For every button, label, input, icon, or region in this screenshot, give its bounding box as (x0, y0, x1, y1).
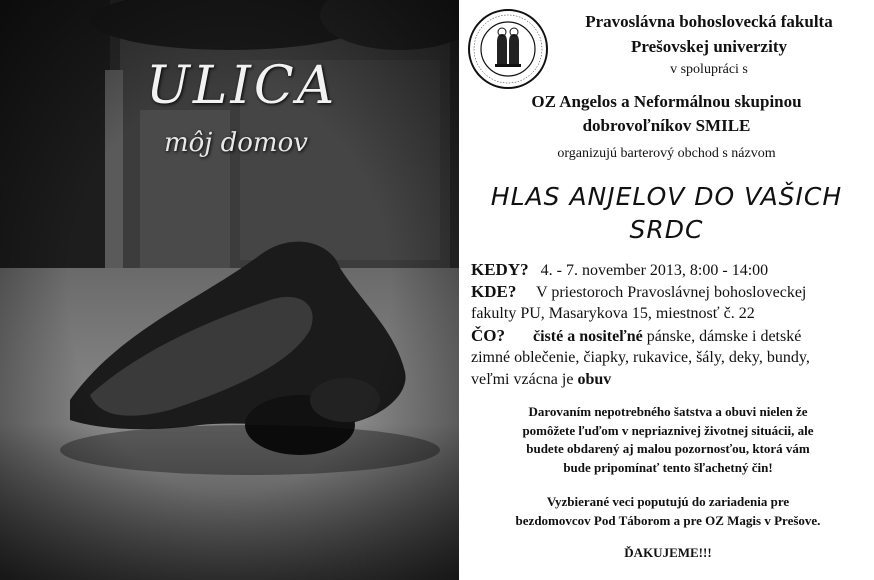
partner-line2: dobrovoľníkov SMILE (582, 116, 751, 135)
info-panel (459, 0, 874, 580)
what-line3-prefix: veľmi vzácna je (471, 371, 574, 388)
destination-line: Vyzbierané veci poputujú do zariadenia pre (546, 494, 790, 509)
where-line1: V priestoroch Pravoslávnej bohosloveckej (536, 284, 807, 301)
when-label: KEDY? (471, 260, 529, 279)
donation-line: Darovaním nepotrebného šatstva a obuvi nielen že (528, 404, 808, 419)
faculty-name-line1: Pravoslávna bohoslovecká fakulta (585, 12, 833, 31)
poster-subtitle: môj domov (164, 128, 308, 158)
donation-line: pomôžete ľuďom v nepriaznivej životnej situácii, ale (522, 422, 814, 438)
what-label: ČO? (471, 326, 505, 345)
donation-message (479, 403, 857, 477)
what-line3-bold: obuv (577, 371, 612, 388)
event-title-line2: SRDC (629, 215, 704, 244)
faculty-seal-icon (467, 8, 549, 90)
donation-line: bude pripomínať tento šľachetný čin! (563, 459, 773, 475)
when-value: 4. - 7. november 2013, 8:00 - 14:00 (540, 262, 769, 279)
what-row (471, 325, 863, 348)
cooperation-text: v spolupráci s (670, 62, 748, 77)
organize-text: organizujú barterový obchod s názvom (557, 146, 776, 161)
donation-line: budete obdarený aj malou pozornosťou, ktorá vám (526, 441, 810, 456)
what-line2: zimné oblečenie, čiapky, rukavice, šály, deky, bundy, (471, 349, 810, 366)
destination-message (479, 493, 857, 530)
what-bold: čisté a nositeľné (533, 328, 643, 345)
poster-title: ULICA (146, 56, 338, 116)
where-row (471, 281, 863, 304)
thanks-text: ĎAKUJEME!!! (624, 545, 712, 560)
where-line2: fakulty PU, Masarykova 15, miestnosť č. 22 (471, 305, 755, 322)
faculty-name-line2: Prešovskej univerzity (631, 37, 787, 56)
event-title (459, 180, 874, 246)
partner-line1: OZ Angelos a Neformálnou skupinou (531, 92, 802, 111)
when-row (471, 259, 863, 282)
what-rest: pánske, dámske i detské (646, 328, 802, 345)
event-title-line1: HLAS ANJELOV DO VAŠICH (490, 182, 843, 211)
where-label: KDE? (471, 282, 517, 301)
destination-line: bezdomovcov Pod Táborom a pre OZ Magis v Prešove. (515, 512, 821, 528)
what-line3 (471, 369, 863, 391)
